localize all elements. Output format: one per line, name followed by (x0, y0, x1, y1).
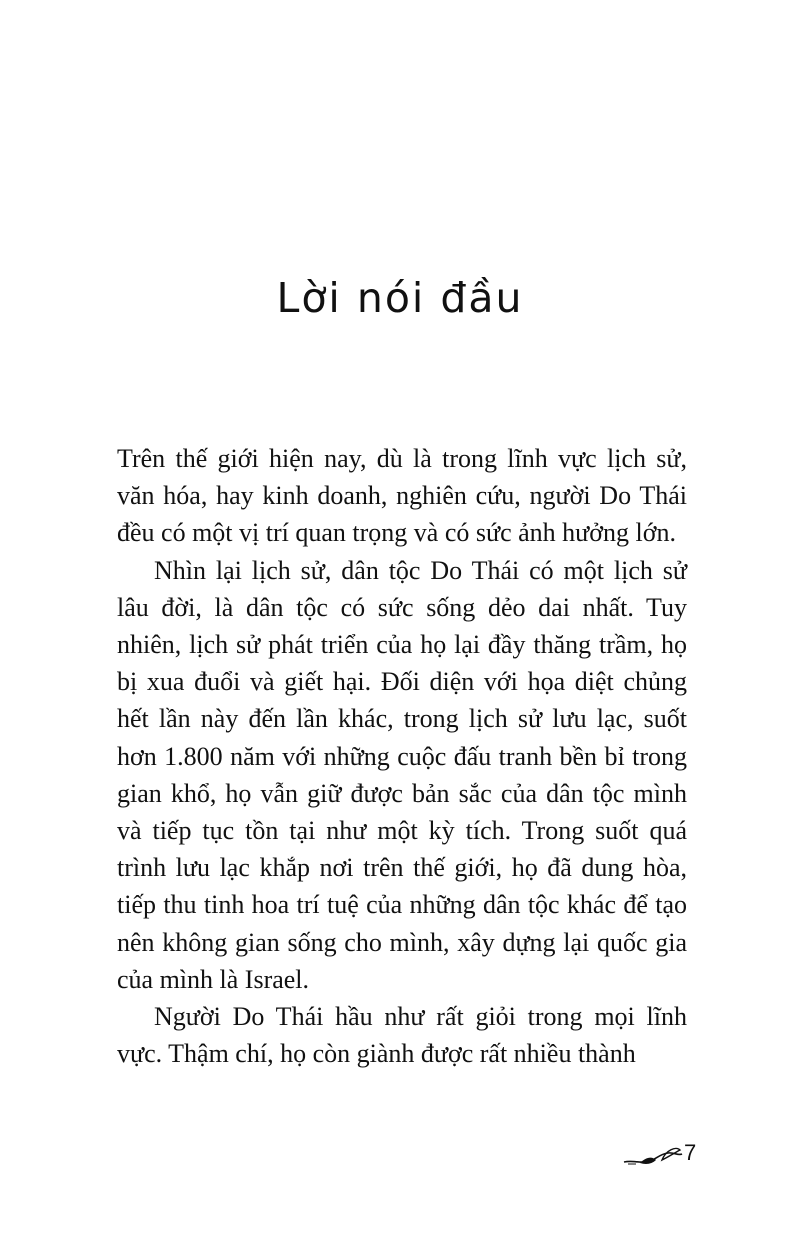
paragraph-1: Trên thế giới hiện nay, dù là trong lĩnh vực lịch sử, văn hóa, hay kinh doanh, nghiên cứu, người Do Thái đều có một vị trí quan trọng và có sức ảnh hưởng lớn. (117, 444, 687, 548)
paragraph-3: Người Do Thái hầu như rất giỏi trong mọi lĩnh vực. Thậm chí, họ còn giành được rất nhiều thành (117, 1002, 687, 1069)
chapter-title: Lời nói đầu (276, 274, 524, 322)
body-text (117, 440, 687, 1072)
decorative-flourish-icon (622, 1140, 684, 1170)
paragraph-2: Nhìn lại lịch sử, dân tộc Do Thái có một lịch sử lâu đời, là dân tộc có sức sống dẻo dai nhất. Tuy nhiên, lịch sử phát triển của họ lại đầy thăng trầm, họ bị xua đuổi và giết hại. Đối diện với họa diệt chủng hết lần này đến lần khác, trong lịch sử lưu lạc, suốt hơn 1.800 năm với những cuộc đấu tranh bền bỉ trong gian khổ, họ vẫn giữ được bản sắc của dân tộc mình và tiếp tục tồn tại như một kỳ tích. Trong suốt quá trình lưu lạc khắp nơi trên thế giới, họ đã dung hòa, tiếp thu tinh hoa trí tuệ của những dân tộc khác để tạo nên không gian sống cho mình, xây dựng lại quốc gia của mình là Israel. (117, 555, 687, 994)
page-number: 7 (684, 1140, 697, 1165)
